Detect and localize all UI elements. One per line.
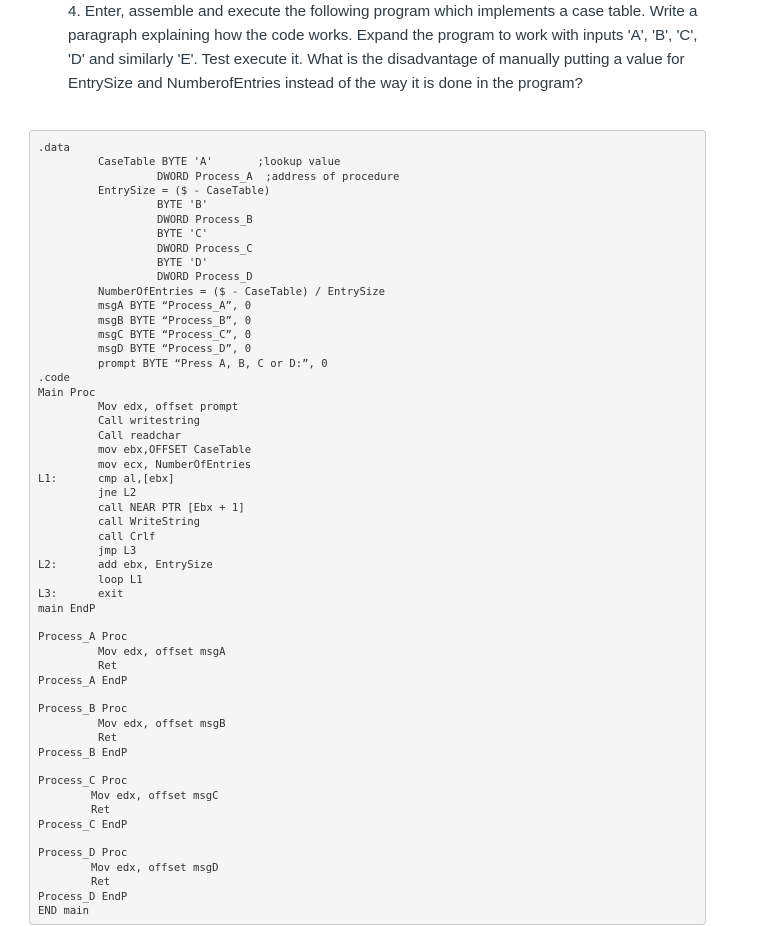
code-line: call WriteString [98,516,201,528]
code-line: jmp L3 [98,545,137,557]
code-line: exit [98,588,124,600]
code-line: loop L1 [98,574,143,586]
code-line: msgD BYTE “Process_D”, 0 [98,343,252,355]
code-line: Ret [91,876,111,888]
code-line: Mov edx, offset prompt [98,401,239,413]
code-line: Process_B EndP [38,747,128,759]
code-line: msgB BYTE “Process_B”, 0 [98,315,252,327]
question-text: 4. Enter, assemble and execute the following program which implements a case table. Write a paragraph explaining how the code works. Expand the program to work with inputs 'A', 'B', 'C', 'D' and similarly 'E'. Test execute it. What is the disadvantage of manually putting a value for EntrySize and NumberofEntries instead of the way it is done in the program? [68,3,698,92]
code-line: Mov edx, offset msgC [91,790,219,802]
code-line: Process_D EndP [38,891,128,903]
code-line: .code [38,372,70,384]
code-line: Ret [98,660,118,672]
code-line: Process_B Proc [38,703,128,715]
code-line: mov ecx, NumberOfEntries [98,459,252,471]
code-line: Process_C EndP [38,819,128,831]
code-line: Process_A Proc [38,631,128,643]
code-line: Process_A EndP [38,675,128,687]
code-line: CaseTable BYTE 'A' ;lookup value [98,156,341,168]
code-line: END main [38,905,90,917]
code-line: BYTE 'D' [157,257,209,269]
code-label: L2: [38,559,58,571]
code-label: L3: [38,588,58,600]
code-line: prompt BYTE “Press A, B, C or D:”, 0 [98,358,328,370]
code-line: BYTE 'B' [157,199,209,211]
code-line: DWORD Process_B [157,214,253,226]
code-line: Ret [91,804,111,816]
code-line: Ret [98,732,118,744]
code-line: Call readchar [98,430,181,442]
code-line: msgA BYTE “Process_A”, 0 [98,300,252,312]
code-line: BYTE 'C' [157,228,209,240]
code-line: Process_D Proc [38,847,128,859]
code-line: cmp al,[ebx] [98,473,175,485]
code-line: Mov edx, offset msgD [91,862,219,874]
code-line: Call writestring [98,415,201,427]
code-line: DWORD Process_C [157,243,253,255]
code-line: EntrySize = ($ - CaseTable) [98,185,271,197]
code-line: DWORD Process_D [157,271,253,283]
code-line: DWORD Process_A ;address of procedure [157,171,400,183]
code-line: Main Proc [38,387,96,399]
code-line: NumberOfEntries = ($ - CaseTable) / EntrySize [98,286,386,298]
code-line: .data [38,142,70,154]
code-line: Mov edx, offset msgB [98,718,226,730]
code-line: add ebx, EntrySize [98,559,213,571]
code-label: L1: [38,473,58,485]
code-line: call Crlf [98,531,156,543]
code-line: Mov edx, offset msgA [98,646,226,658]
code-line: main EndP [38,603,96,615]
code-line: mov ebx,OFFSET CaseTable [98,444,252,456]
code-line: call NEAR PTR [Ebx + 1] [98,502,245,514]
code-block [29,130,706,925]
code-line: msgC BYTE “Process_C”, 0 [98,329,252,341]
code-line: jne L2 [98,487,137,499]
code-line: Process_C Proc [38,775,128,787]
